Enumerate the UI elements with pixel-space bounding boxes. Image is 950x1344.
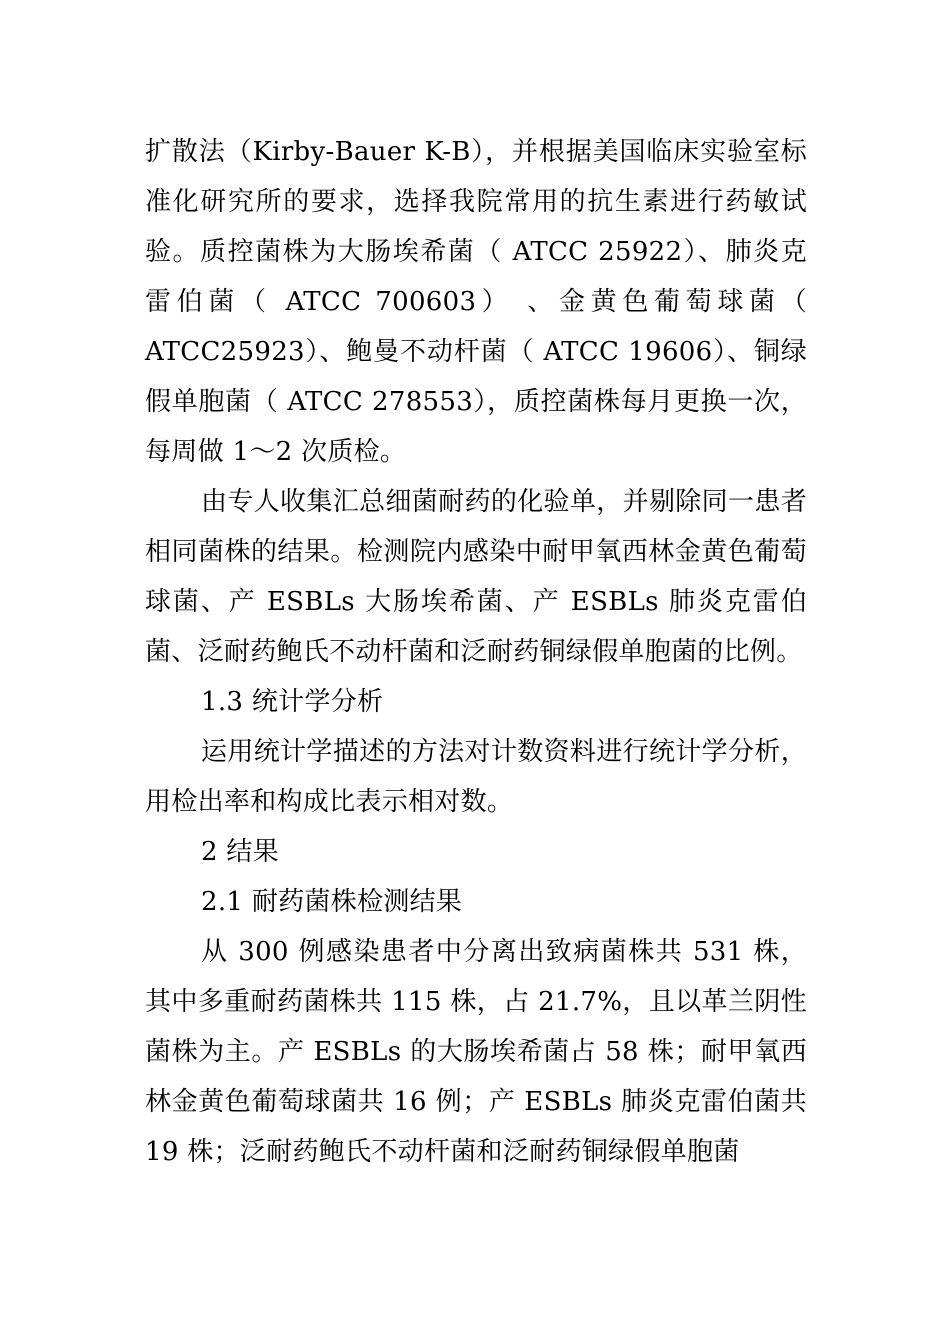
section-heading-statistics: 1.3 统计学分析 xyxy=(201,687,384,717)
paragraph-methods-qc: 扩散法（Kirby-Bauer K-B），并根据美国临床实验室标准化研究所的要求，选择我院常用的抗生素进行药敏试验。质控菌株为大肠埃希菌（ ATCC 25922）、肺炎克雷伯菌（ ATCC 700603） 、金黄色葡萄球菌（ ATCC25923）、鲍曼不动杆菌（ ATCC 19606）、铜绿假单胞菌（ ATCC 278553），质控菌株每月更换一次，每周做 1～2 次质检。 xyxy=(145,137,807,467)
document-page xyxy=(145,127,807,1177)
paragraph-detection-results: 从 300 例感染患者中分离出致病菌株共 531 株，其中多重耐药菌株共 115 株，占 21.7%，且以革兰阴性菌株为主。产 ESBLs 的大肠埃希菌占 58 株；耐甲氧西林金黄色葡萄球菌共 16 例；产 ESBLs 肺炎克雷伯菌共 19 株；泛耐药鲍氏不动杆菌和泛耐药铜绿假单胞菌 xyxy=(145,937,807,1167)
section-heading-results: 2 结果 xyxy=(201,837,280,867)
paragraph-statistics: 运用统计学描述的方法对计数资料进行统计学分析，用检出率和构成比表示相对数。 xyxy=(145,737,807,817)
section-heading-detection: 2.1 耐药菌株检测结果 xyxy=(201,887,463,917)
paragraph-data-collection: 由专人收集汇总细菌耐药的化验单，并剔除同一患者相同菌株的结果。检测院内感染中耐甲氧西林金黄色葡萄球菌、产 ESBLs 大肠埃希菌、产 ESBLs 肺炎克雷伯菌、泛耐药鲍氏不动杆菌和泛耐药铜绿假单胞菌的比例。 xyxy=(145,487,807,667)
